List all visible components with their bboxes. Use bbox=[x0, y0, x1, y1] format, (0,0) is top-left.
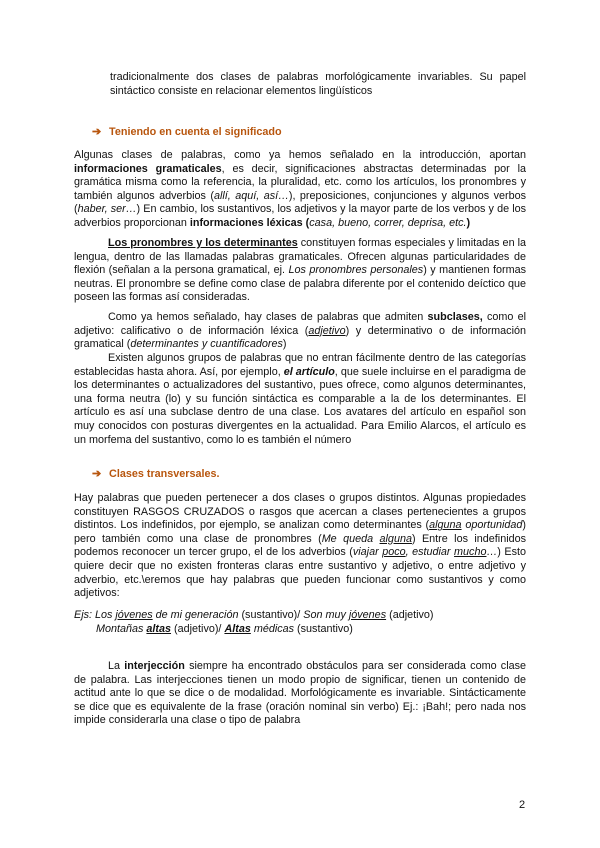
page-number: 2 bbox=[519, 799, 526, 811]
paragraph-interjeccion: La interjección siempre ha encontrado obstáculos para ser considerada como clase de palabra. Las interjecciones tienen un modo propio de significar, tienen un contenido de actitud ante lo que se dice o de modalidad. Morfológicamente es invariable. Sintácticamente se dice que es equivalente de la frase (oración nominal sin verbo) Ej.: ¡Bah!; pero nada nos impide considerarla una clase o tipo de palabra bbox=[74, 660, 527, 727]
paragraph-pronombres: Los pronombres y los determinantes constituyen formas especiales y limitadas en la lengua, dentro de las llamadas palabras gramaticales. Ofrecen algunas particularidades de flexión (señalan a la persona gramatical, ej. Los pronombres personales) y mantienen formas neutras. El pronombre se define como clase de palabra diferente por el contenido deíctico que poseen las formas así consideradas. bbox=[74, 237, 527, 304]
example-line-2: Montañas altas (adjetivo)/ Altas médicas (sustantivo) bbox=[96, 623, 353, 635]
intro-paragraph: tradicionalmente dos clases de palabras morfológicamente invariables. Su papel sintáctico consiste en relacionar elementos lingüísticos bbox=[110, 71, 526, 97]
paragraph-rasgos-cruzados: Hay palabras que pueden pertenecer a dos clases o grupos distintos. Algunas propiedades constituyen RASGOS CRUZADOS o rasgos que acercan a clases pertenecientes a grupos distintos. Los indefinidos, por ejemplo, se analizan como determinantes (alguna oportunidad) pero también como una clase de pronombres (Me queda alguna) Entre los indefinidos podemos reconocer un tercer grupo, el de los adverbios (viajar poco, estudiar mucho…) Esto quiere decir que no existen fronteras claras entre sustantivo y adjetivo, o entre adjetivo y adverbio, etc.\eremos que hay palabras que pueden funcionar como sustantivos y como adjetivos: bbox=[74, 492, 527, 600]
paragraph-articulo: Existen algunos grupos de palabras que no entran fácilmente dentro de las categorías establecidas hasta ahora. Así, por ejemplo, el artículo, que suele incluirse en el paradigma de los determinantes o actualizadores del sustantivo, pues ofrece, como algunos determinantes, una forma neutra (lo) y su función sintáctica es comparable a la de los determinantes. El artículo es así una subclase dentro de una clase. Los avatares del artículo en español son muy conocidos con posturas divergentes en la actualidad. Para Emilio Alarcos, el artículo es un morfema del sustantivo, como lo es también el número bbox=[74, 352, 526, 446]
right-arrow-icon: ➔ bbox=[92, 126, 102, 138]
section-heading-transversales: ➔ Clases transversales. bbox=[92, 468, 220, 480]
example-line-1: Ejs: Los jóvenes de mi generación (sustantivo)/ Son muy jóvenes (adjetivo) bbox=[74, 609, 434, 621]
section-heading-significado: ➔ Teniendo en cuenta el significado bbox=[92, 126, 282, 138]
right-arrow-icon: ➔ bbox=[92, 468, 102, 480]
paragraph-informaciones: Algunas clases de palabras, como ya hemos señalado en la introducción, aportan informaciones gramaticales, es decir, significaciones abstractas determinadas por la gramática misma como la referencia, la pluralidad, etc. como los artículos, los pronombres y también algunos adverbios (allí, aquí, así…), preposiciones, conjunciones y algunos verbos (haber, ser…) En cambio, los sustantivos, los adjetivos y la mayor parte de los verbos y de los adverbios proporcionan informaciones léxicas (casa, bueno, correr, deprisa, etc.) bbox=[74, 149, 526, 229]
paragraph-subclases: Como ya hemos señalado, hay clases de palabras que admiten subclases, como el adjetivo: calificativo o de información léxica (adjetivo) y determinativo o de información gramatical (determinantes y cuantificadores) bbox=[74, 311, 526, 351]
